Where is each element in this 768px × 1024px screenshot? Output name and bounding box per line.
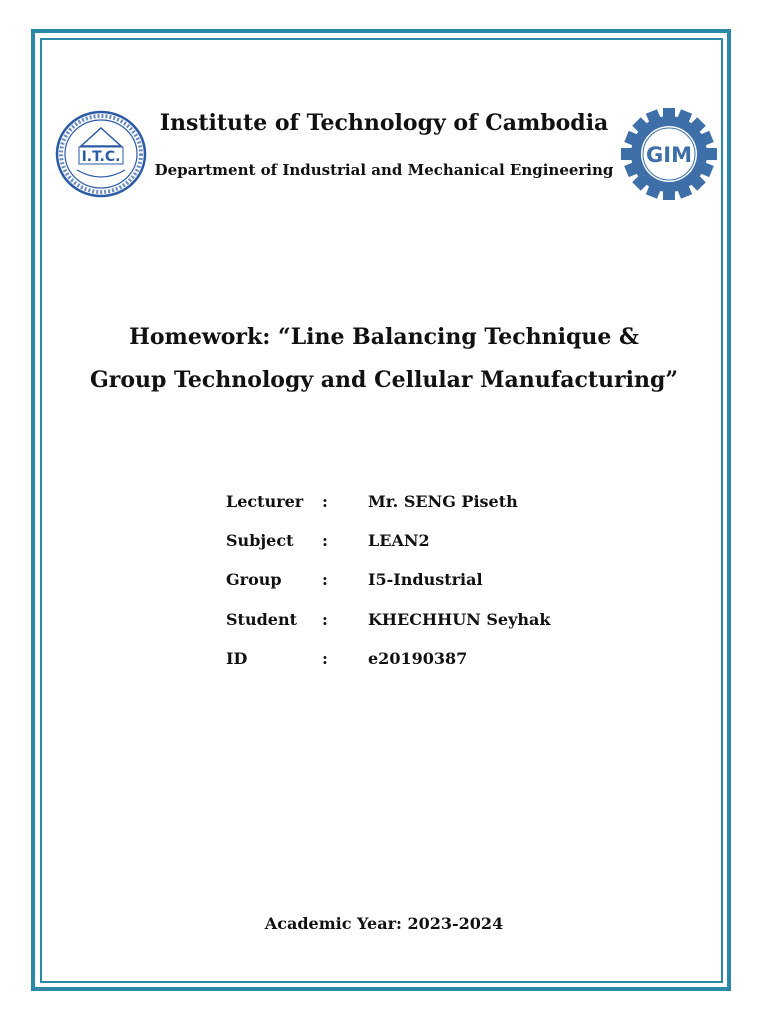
info-value: LEAN2 [368,531,430,551]
info-key: Group [226,570,282,590]
info-value: KHECHHUN Seyhak [368,609,551,629]
info-key: Subject [226,531,294,551]
itc-logo-icon [55,110,147,198]
department-name: Department of Industrial and Mechanical Engineering [154,161,614,179]
info-row-subject [226,531,606,570]
academic-year: Academic Year: 2023-2024 [264,914,504,933]
homework-title-line1: Homework: “Line Balancing Technique & [129,324,639,350]
info-value: I5-Industrial [368,570,483,590]
gim-logo-text: GIM [646,143,692,167]
info-value: e20190387 [368,648,468,668]
info-key: Student [226,609,297,629]
homework-title-line2: Group Technology and Cellular Manufacturing” [89,367,679,393]
info-value: Mr. SENG Piseth [368,492,518,511]
info-row-student [226,610,606,649]
info-key: ID [226,648,248,668]
info-row-lecturer [226,492,606,531]
institute-title: Institute of Technology of Cambodia [159,110,609,136]
info-table [226,492,606,688]
itc-logo-text: I.T.C. [81,149,121,165]
info-colon: : [322,531,328,551]
info-key: Lecturer [226,492,304,511]
homework-title [60,316,708,402]
info-colon: : [322,609,328,629]
info-row-id [226,649,606,688]
gim-gear-logo-icon [620,108,718,200]
info-colon: : [322,648,328,668]
info-colon: : [322,492,328,511]
info-row-group [226,570,606,609]
info-colon: : [322,570,328,590]
